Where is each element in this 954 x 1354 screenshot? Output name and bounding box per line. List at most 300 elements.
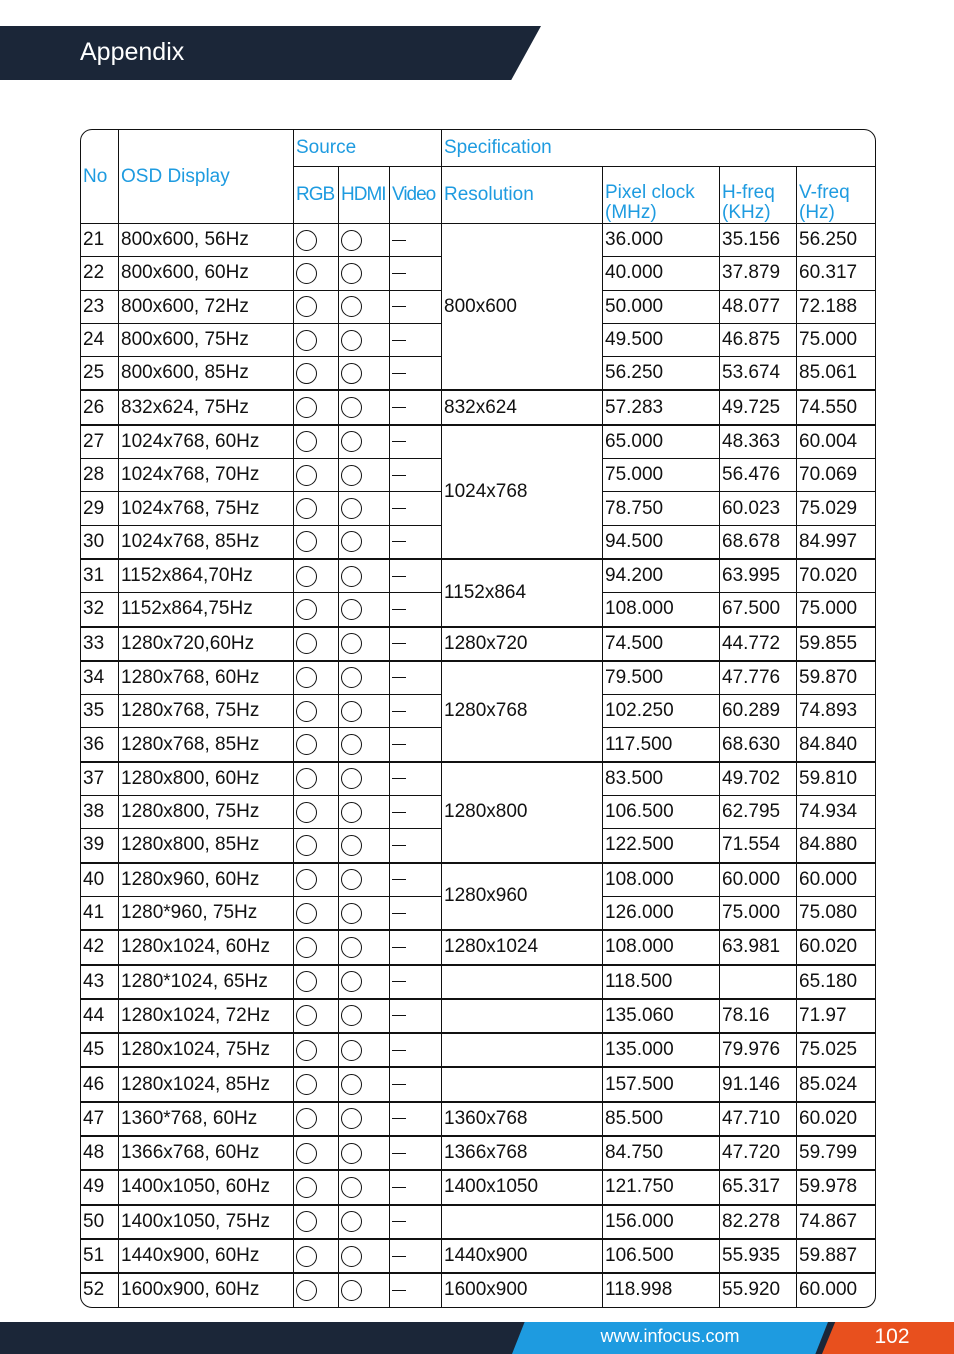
circle-icon: [341, 633, 362, 654]
dash-icon: [392, 609, 406, 610]
row-hdmi: [339, 965, 390, 999]
circle-icon: [296, 701, 317, 722]
dash-icon: [392, 541, 406, 542]
dash-icon: [392, 576, 406, 577]
row-hfreq: 91.146: [720, 1067, 797, 1101]
col-header-hdmi: HDMI: [339, 167, 390, 224]
circle-icon: [341, 667, 362, 688]
circle-icon: [296, 531, 317, 552]
circle-icon: [296, 1074, 317, 1095]
row-hfreq: 82.278: [720, 1205, 797, 1239]
row-no: 41: [81, 897, 119, 930]
row-no: 45: [81, 1033, 119, 1067]
row-hdmi: [339, 796, 390, 829]
row-osd-display: 1440x900, 60Hz: [119, 1239, 294, 1273]
circle-icon: [341, 1108, 362, 1129]
row-hdmi: [339, 999, 390, 1033]
row-hdmi: [339, 930, 390, 964]
row-no: 51: [81, 1239, 119, 1273]
circle-icon: [341, 802, 362, 823]
circle-icon: [296, 903, 317, 924]
row-vfreq: 59.855: [797, 627, 875, 661]
col-header-osd: OSD Display: [119, 130, 294, 224]
row-hfreq: 55.935: [720, 1239, 797, 1273]
row-video: [390, 1239, 442, 1273]
row-hdmi: [339, 357, 390, 390]
circle-icon: [296, 869, 317, 890]
row-no: 33: [81, 627, 119, 661]
row-vfreq: 85.024: [797, 1067, 875, 1101]
row-rgb: [294, 324, 339, 357]
row-vfreq: 56.250: [797, 224, 875, 257]
row-rgb: [294, 1170, 339, 1204]
row-vfreq: 74.893: [797, 695, 875, 728]
row-hfreq: 35.156: [720, 224, 797, 257]
row-video: [390, 796, 442, 829]
row-hdmi: [339, 1170, 390, 1204]
row-hfreq: 46.875: [720, 324, 797, 357]
row-video: [390, 863, 442, 897]
row-pixel-clock: 65.000: [603, 425, 720, 459]
row-resolution: [442, 1205, 603, 1239]
row-pixel-clock: 126.000: [603, 897, 720, 930]
row-rgb: [294, 1067, 339, 1101]
row-pixel-clock: 106.500: [603, 1239, 720, 1273]
row-rgb: [294, 291, 339, 324]
page-number: 102: [874, 1325, 910, 1348]
row-hfreq: 44.772: [720, 627, 797, 661]
dash-icon: [392, 273, 406, 274]
row-pixel-clock: 75.000: [603, 459, 720, 492]
row-video: [390, 1102, 442, 1136]
circle-icon: [296, 1040, 317, 1061]
row-rgb: [294, 762, 339, 796]
row-vfreq: 85.061: [797, 357, 875, 390]
table-row: [81, 965, 875, 999]
circle-icon: [341, 1246, 362, 1267]
row-video: [390, 324, 442, 357]
row-no: 23: [81, 291, 119, 324]
row-pixel-clock: 78.750: [603, 492, 720, 525]
circle-icon: [296, 263, 317, 284]
row-resolution: [442, 1067, 603, 1101]
row-osd-display: 1280*1024, 65Hz: [119, 965, 294, 999]
table-row: [81, 224, 875, 257]
circle-icon: [341, 1211, 362, 1232]
table-row: [81, 425, 875, 459]
row-osd-display: 1024x768, 85Hz: [119, 526, 294, 559]
row-pixel-clock: 157.500: [603, 1067, 720, 1101]
dash-icon: [392, 1221, 406, 1222]
row-vfreq: 75.025: [797, 1033, 875, 1067]
row-hfreq: 55.920: [720, 1273, 797, 1306]
row-hdmi: [339, 1205, 390, 1239]
row-hdmi: [339, 324, 390, 357]
row-pixel-clock: 94.200: [603, 559, 720, 593]
dash-icon: [392, 1187, 406, 1188]
row-resolution: 1400x1050: [442, 1170, 603, 1204]
row-no: 32: [81, 593, 119, 626]
row-video: [390, 224, 442, 257]
row-video: [390, 257, 442, 290]
dash-icon: [392, 812, 406, 813]
row-vfreq: 59.887: [797, 1239, 875, 1273]
dash-icon: [392, 1015, 406, 1016]
row-hfreq: 67.500: [720, 593, 797, 626]
circle-icon: [296, 633, 317, 654]
col-header-video: Video: [390, 167, 442, 224]
dash-icon: [392, 1256, 406, 1257]
row-no: 37: [81, 762, 119, 796]
circle-icon: [341, 937, 362, 958]
col-header-hfreq: H-freq (KHz): [720, 167, 797, 224]
row-pixel-clock: 40.000: [603, 257, 720, 290]
circle-icon: [296, 431, 317, 452]
table-row: [81, 999, 875, 1033]
row-vfreq: 70.069: [797, 459, 875, 492]
circle-icon: [341, 397, 362, 418]
row-video: [390, 965, 442, 999]
row-rgb: [294, 357, 339, 390]
row-osd-display: 1366x768, 60Hz: [119, 1136, 294, 1170]
row-hdmi: [339, 1033, 390, 1067]
circle-icon: [341, 1074, 362, 1095]
row-hfreq: 48.363: [720, 425, 797, 459]
row-video: [390, 1205, 442, 1239]
row-hfreq: 56.476: [720, 459, 797, 492]
row-osd-display: 1152x864,70Hz: [119, 559, 294, 593]
circle-icon: [341, 263, 362, 284]
row-osd-display: 1600x900, 60Hz: [119, 1273, 294, 1306]
table-row: [81, 1033, 875, 1067]
table-row: [81, 1067, 875, 1101]
row-video: [390, 593, 442, 626]
row-pixel-clock: 122.500: [603, 829, 720, 862]
row-hfreq: 65.317: [720, 1170, 797, 1204]
row-no: 35: [81, 695, 119, 728]
col-header-no: No: [81, 130, 119, 224]
circle-icon: [341, 903, 362, 924]
circle-icon: [296, 498, 317, 519]
circle-icon: [296, 397, 317, 418]
row-rgb: [294, 930, 339, 964]
circle-icon: [296, 1108, 317, 1129]
row-video: [390, 526, 442, 559]
row-hdmi: [339, 257, 390, 290]
table-row: [81, 661, 875, 695]
row-hdmi: [339, 1102, 390, 1136]
circle-icon: [296, 835, 317, 856]
row-osd-display: 1280x1024, 75Hz: [119, 1033, 294, 1067]
col-header-pixel-clock: Pixel clock (MHz): [603, 167, 720, 224]
row-pixel-clock: 50.000: [603, 291, 720, 324]
row-vfreq: 59.810: [797, 762, 875, 796]
row-vfreq: 84.997: [797, 526, 875, 559]
row-video: [390, 661, 442, 695]
row-rgb: [294, 627, 339, 661]
row-osd-display: 1280x768, 75Hz: [119, 695, 294, 728]
row-vfreq: 75.080: [797, 897, 875, 930]
dash-icon: [392, 778, 406, 779]
circle-icon: [341, 531, 362, 552]
row-pixel-clock: 118.998: [603, 1273, 720, 1306]
circle-icon: [296, 768, 317, 789]
row-no: 34: [81, 661, 119, 695]
row-resolution: [442, 999, 603, 1033]
row-hfreq: 62.795: [720, 796, 797, 829]
row-hfreq: 79.976: [720, 1033, 797, 1067]
row-hdmi: [339, 762, 390, 796]
row-vfreq: 75.029: [797, 492, 875, 525]
circle-icon: [341, 465, 362, 486]
row-hfreq: 47.710: [720, 1102, 797, 1136]
row-hdmi: [339, 728, 390, 761]
row-no: 27: [81, 425, 119, 459]
circle-icon: [296, 363, 317, 384]
table-row: [81, 390, 875, 424]
circle-icon: [296, 1177, 317, 1198]
row-rgb: [294, 1273, 339, 1306]
row-video: [390, 459, 442, 492]
row-pixel-clock: 57.283: [603, 390, 720, 424]
row-no: 39: [81, 829, 119, 862]
row-rgb: [294, 897, 339, 930]
row-hdmi: [339, 390, 390, 424]
circle-icon: [296, 1246, 317, 1267]
dash-icon: [392, 744, 406, 745]
circle-icon: [296, 599, 317, 620]
circle-icon: [341, 431, 362, 452]
row-video: [390, 559, 442, 593]
dash-icon: [392, 1050, 406, 1051]
row-video: [390, 291, 442, 324]
row-video: [390, 695, 442, 728]
circle-icon: [296, 971, 317, 992]
row-resolution: 1280x720: [442, 627, 603, 661]
row-osd-display: 1280x720,60Hz: [119, 627, 294, 661]
table-row: [81, 1102, 875, 1136]
row-no: 38: [81, 796, 119, 829]
row-no: 24: [81, 324, 119, 357]
row-hfreq: 47.776: [720, 661, 797, 695]
row-pixel-clock: 36.000: [603, 224, 720, 257]
circle-icon: [341, 1143, 362, 1164]
row-resolution: [442, 1033, 603, 1067]
circle-icon: [341, 363, 362, 384]
row-hdmi: [339, 829, 390, 862]
row-resolution: 1152x864: [442, 559, 603, 627]
circle-icon: [296, 1211, 317, 1232]
dash-icon: [392, 373, 406, 374]
row-hdmi: [339, 459, 390, 492]
row-osd-display: 1400x1050, 60Hz: [119, 1170, 294, 1204]
row-no: 31: [81, 559, 119, 593]
row-no: 48: [81, 1136, 119, 1170]
row-osd-display: 800x600, 75Hz: [119, 324, 294, 357]
row-rgb: [294, 559, 339, 593]
row-pixel-clock: 79.500: [603, 661, 720, 695]
row-rgb: [294, 695, 339, 728]
row-osd-display: 1280x800, 60Hz: [119, 762, 294, 796]
row-rgb: [294, 492, 339, 525]
circle-icon: [341, 1005, 362, 1026]
row-hdmi: [339, 627, 390, 661]
col-header-resolution: Resolution: [442, 167, 603, 224]
row-no: 47: [81, 1102, 119, 1136]
row-resolution: 1280x960: [442, 863, 603, 931]
row-vfreq: 59.978: [797, 1170, 875, 1204]
circle-icon: [296, 734, 317, 755]
dash-icon: [392, 340, 406, 341]
row-hdmi: [339, 863, 390, 897]
row-vfreq: 60.000: [797, 863, 875, 897]
row-video: [390, 930, 442, 964]
row-hfreq: 37.879: [720, 257, 797, 290]
row-hdmi: [339, 1136, 390, 1170]
row-rgb: [294, 593, 339, 626]
row-rgb: [294, 1205, 339, 1239]
row-hfreq: 49.725: [720, 390, 797, 424]
row-pixel-clock: 118.500: [603, 965, 720, 999]
row-osd-display: 1400x1050, 75Hz: [119, 1205, 294, 1239]
dash-icon: [392, 1118, 406, 1119]
row-resolution: 800x600: [442, 224, 603, 390]
row-hdmi: [339, 1067, 390, 1101]
row-pixel-clock: 85.500: [603, 1102, 720, 1136]
row-rgb: [294, 257, 339, 290]
row-pixel-clock: 156.000: [603, 1205, 720, 1239]
row-no: 28: [81, 459, 119, 492]
row-vfreq: 60.020: [797, 930, 875, 964]
row-rgb: [294, 796, 339, 829]
dash-icon: [392, 643, 406, 644]
row-rgb: [294, 661, 339, 695]
row-video: [390, 1033, 442, 1067]
row-pixel-clock: 49.500: [603, 324, 720, 357]
row-rgb: [294, 526, 339, 559]
row-hfreq: 53.674: [720, 357, 797, 390]
row-osd-display: 800x600, 60Hz: [119, 257, 294, 290]
row-pixel-clock: 135.000: [603, 1033, 720, 1067]
row-no: 29: [81, 492, 119, 525]
dash-icon: [392, 677, 406, 678]
dash-icon: [392, 407, 406, 408]
row-hdmi: [339, 695, 390, 728]
dash-icon: [392, 306, 406, 307]
row-hdmi: [339, 897, 390, 930]
row-vfreq: 74.550: [797, 390, 875, 424]
circle-icon: [296, 1005, 317, 1026]
row-video: [390, 425, 442, 459]
circle-icon: [341, 701, 362, 722]
row-osd-display: 1280x768, 85Hz: [119, 728, 294, 761]
circle-icon: [341, 1280, 362, 1301]
row-hfreq: 60.000: [720, 863, 797, 897]
circle-icon: [296, 1143, 317, 1164]
row-no: 43: [81, 965, 119, 999]
page-title: Appendix: [80, 38, 185, 66]
row-no: 52: [81, 1273, 119, 1306]
circle-icon: [296, 330, 317, 351]
row-hfreq: 68.630: [720, 728, 797, 761]
row-hfreq: 78.16: [720, 999, 797, 1033]
row-osd-display: 1280*960, 75Hz: [119, 897, 294, 930]
dash-icon: [392, 240, 406, 241]
row-vfreq: 70.020: [797, 559, 875, 593]
row-hdmi: [339, 425, 390, 459]
row-osd-display: 1280x800, 75Hz: [119, 796, 294, 829]
row-hdmi: [339, 224, 390, 257]
col-header-rgb: RGB: [294, 167, 339, 224]
row-osd-display: 1280x960, 60Hz: [119, 863, 294, 897]
row-rgb: [294, 425, 339, 459]
row-vfreq: 74.934: [797, 796, 875, 829]
row-osd-display: 1280x1024, 85Hz: [119, 1067, 294, 1101]
row-vfreq: 75.000: [797, 593, 875, 626]
row-vfreq: 60.000: [797, 1273, 875, 1306]
table-row: [81, 863, 875, 897]
row-resolution: 1280x768: [442, 661, 603, 762]
row-no: 44: [81, 999, 119, 1033]
circle-icon: [296, 465, 317, 486]
table-row: [81, 1205, 875, 1239]
circle-icon: [341, 599, 362, 620]
row-hdmi: [339, 492, 390, 525]
row-vfreq: 60.004: [797, 425, 875, 459]
row-video: [390, 492, 442, 525]
dash-icon: [392, 981, 406, 982]
circle-icon: [341, 330, 362, 351]
circle-icon: [341, 498, 362, 519]
row-hfreq: 60.023: [720, 492, 797, 525]
row-vfreq: 71.97: [797, 999, 875, 1033]
row-resolution: 1280x1024: [442, 930, 603, 964]
row-hfreq: 49.702: [720, 762, 797, 796]
row-no: 36: [81, 728, 119, 761]
row-hfreq: 71.554: [720, 829, 797, 862]
circle-icon: [341, 296, 362, 317]
row-no: 50: [81, 1205, 119, 1239]
col-header-vfreq: V-freq (Hz): [797, 167, 875, 224]
footer-url[interactable]: www.infocus.com: [600, 1326, 740, 1346]
row-no: 42: [81, 930, 119, 964]
row-rgb: [294, 1033, 339, 1067]
row-video: [390, 829, 442, 862]
row-no: 25: [81, 357, 119, 390]
row-rgb: [294, 829, 339, 862]
dash-icon: [392, 845, 406, 846]
row-pixel-clock: 84.750: [603, 1136, 720, 1170]
circle-icon: [296, 937, 317, 958]
row-osd-display: 1280x768, 60Hz: [119, 661, 294, 695]
row-no: 30: [81, 526, 119, 559]
table-row: [81, 930, 875, 964]
row-hdmi: [339, 661, 390, 695]
table-row: [81, 1239, 875, 1273]
row-osd-display: 1024x768, 70Hz: [119, 459, 294, 492]
row-hfreq: [720, 965, 797, 999]
row-pixel-clock: 135.060: [603, 999, 720, 1033]
circle-icon: [341, 566, 362, 587]
row-no: 49: [81, 1170, 119, 1204]
row-pixel-clock: 56.250: [603, 357, 720, 390]
row-vfreq: 75.000: [797, 324, 875, 357]
row-vfreq: 60.317: [797, 257, 875, 290]
circle-icon: [296, 296, 317, 317]
row-vfreq: 60.020: [797, 1102, 875, 1136]
row-osd-display: 1024x768, 60Hz: [119, 425, 294, 459]
table-row: [81, 762, 875, 796]
